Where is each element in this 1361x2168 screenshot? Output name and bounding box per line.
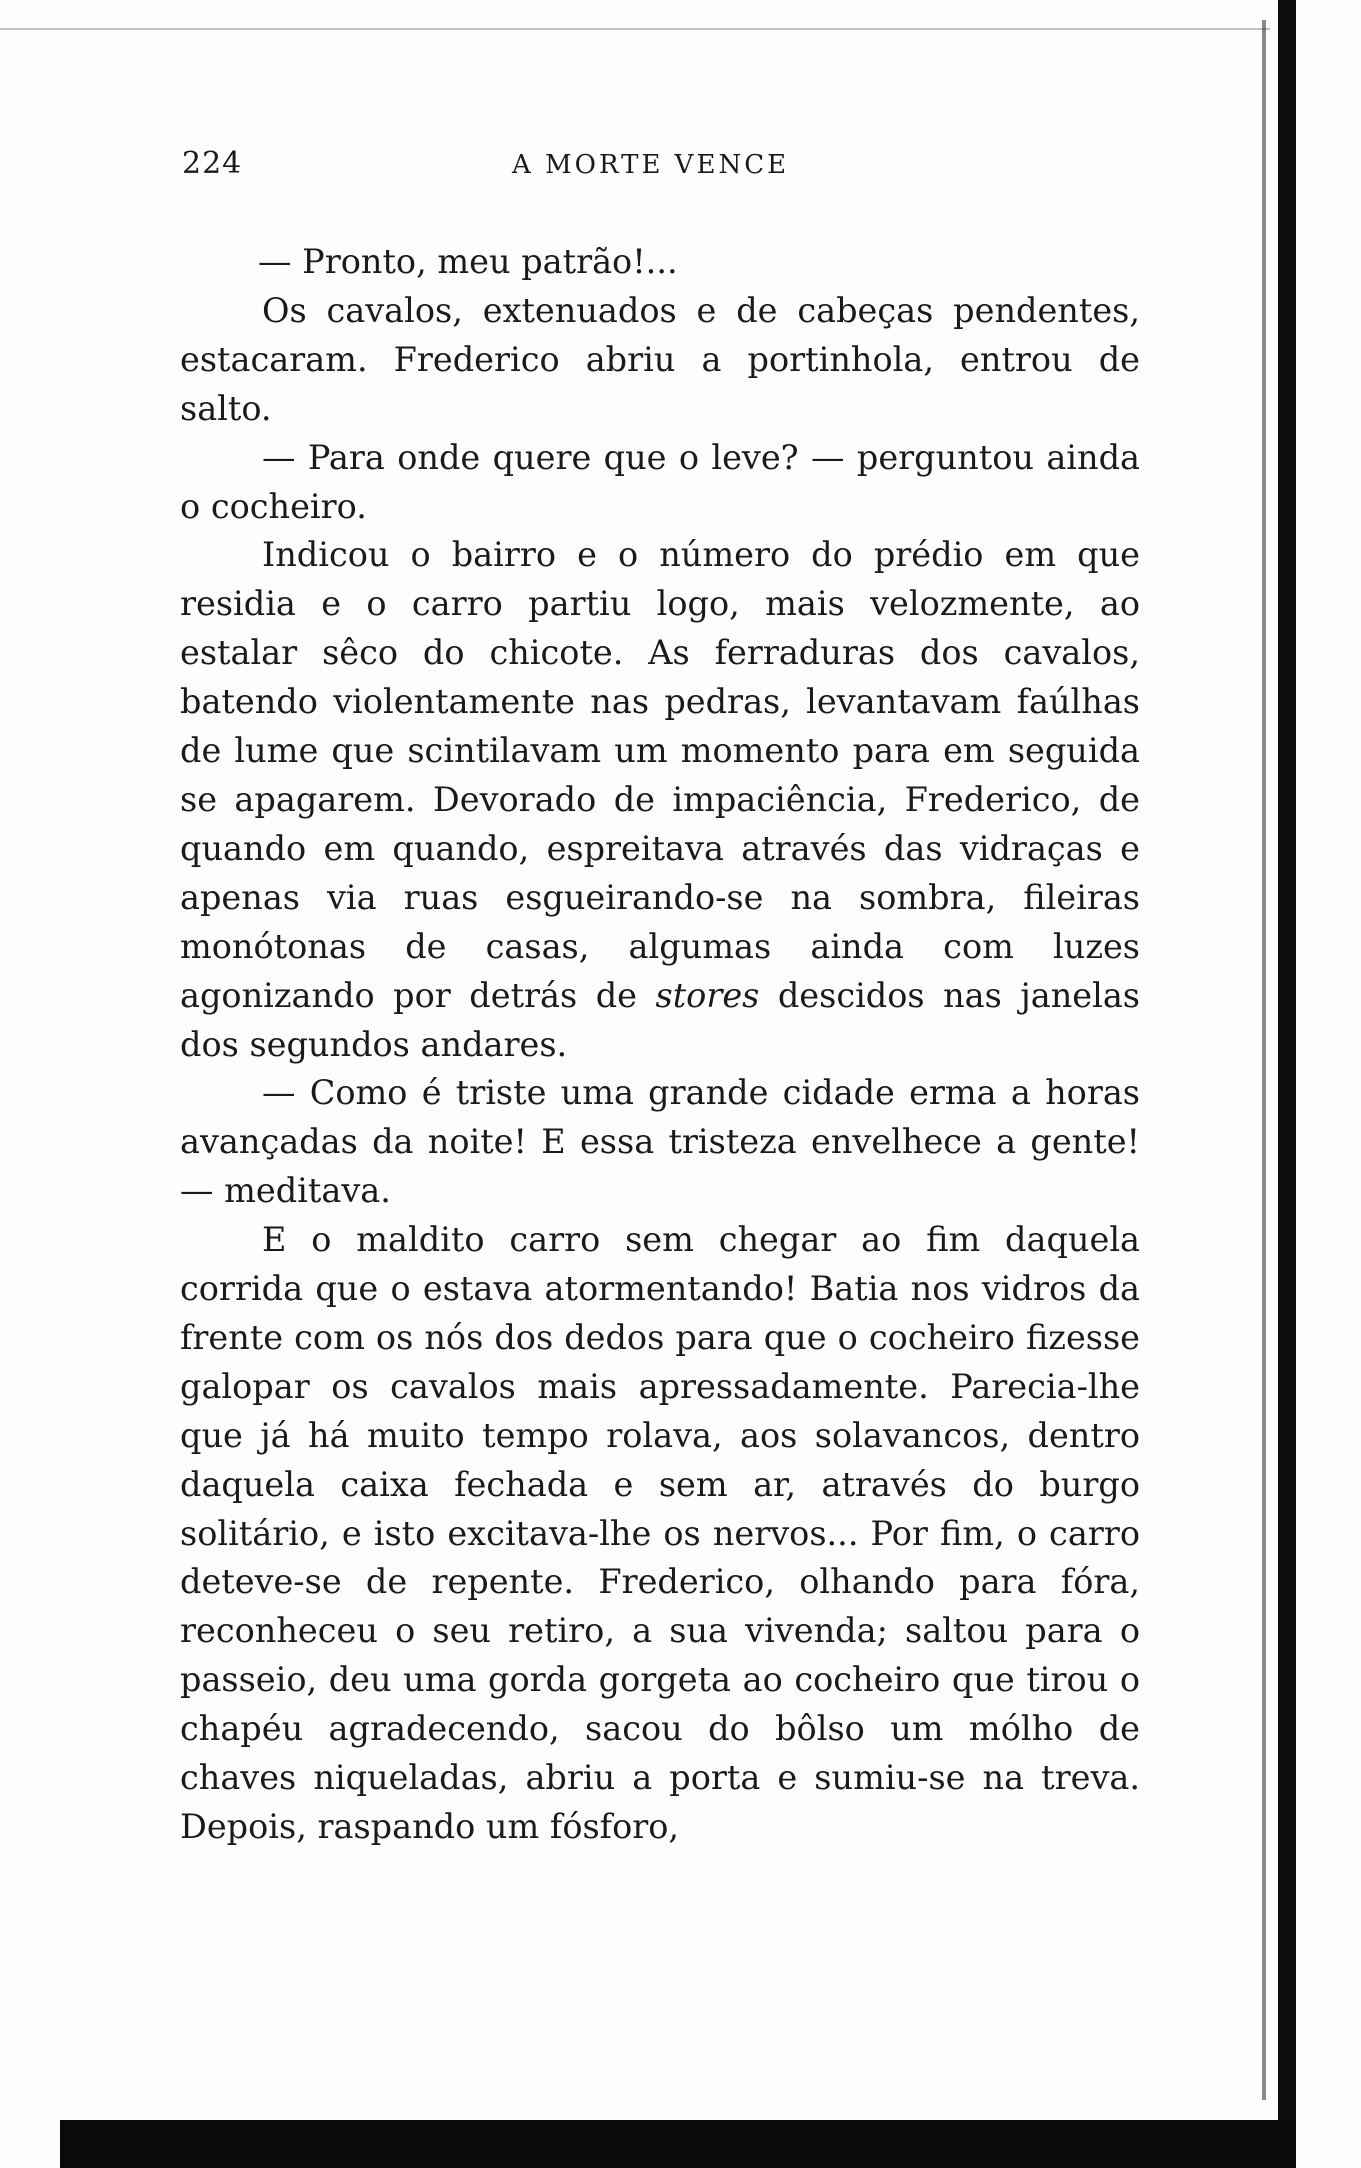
paragraph — [180, 531, 1140, 1069]
page-header — [182, 146, 1142, 186]
paragraph: E o maldito carro sem chegar ao fim daquela corrida que o estava atormentando! Batia nos vidros da frente com os nós dos dedos para que o cocheiro fizesse galopar os cavalos mais apressadamente. Parecia-lhe que já há muito tempo rolava, aos solavancos, dentro daquela caixa fechada e sem ar, através do burgo solitário, e isto excitava-lhe os nervos... Por fim, o carro deteve-se de repente. Frederico, olhando para fóra, reconheceu o seu retiro, a sua vivenda; saltou para o passeio, deu uma gorda gorgeta ao cocheiro que tirou o chapéu agradecendo, sacou do bôlso um mólho de chaves niqueladas, abriu a porta e sumiu-se na treva. Depois, raspando um fósforo, — [180, 1220, 1140, 1846]
paragraph: — Pronto, meu patrão!... — [258, 242, 678, 281]
scan-bottom-border — [60, 2120, 1296, 2168]
scan-binding-shadow — [1262, 20, 1266, 2100]
scan-top-rule — [0, 28, 1270, 30]
body-text — [180, 238, 1140, 1852]
paragraph: Os cavalos, extenuados e de cabeças pendentes, estacaram. Frederico abriu a portinhola, entrou de salto. — [180, 290, 1140, 428]
italic-word: stores — [655, 975, 760, 1015]
paragraph: — Para onde quere que o leve? — perguntou ainda o cocheiro. — [180, 437, 1140, 526]
scan-right-border — [1278, 0, 1296, 2140]
paragraph: — Como é triste uma grande cidade erma a horas avançadas da noite! E essa tristeza envelhece a gente! — meditava. — [180, 1073, 1140, 1211]
paragraph-tail: descidos nas janelas dos segundos andares. — [180, 975, 1140, 1064]
paragraph-text: Indicou o bairro e o número do prédio em que residia e o carro partiu logo, mais velozmente, ao estalar sêco do chicote. As ferraduras dos cavalos, batendo violentamente nas pedras, levantavam faúlhas de lume que scintilavam um momento para em seguida se apagarem. Devorado de impaciência, Frederico, de quando em quando, espreitava através das vidraças e apenas via ruas esgueirando-se na sombra, fileiras monótonas de casas, algumas ainda com luzes agonizando por detrás de — [180, 535, 1140, 1015]
page-number: 224 — [182, 146, 243, 181]
running-title: A MORTE VENCE — [512, 150, 790, 180]
